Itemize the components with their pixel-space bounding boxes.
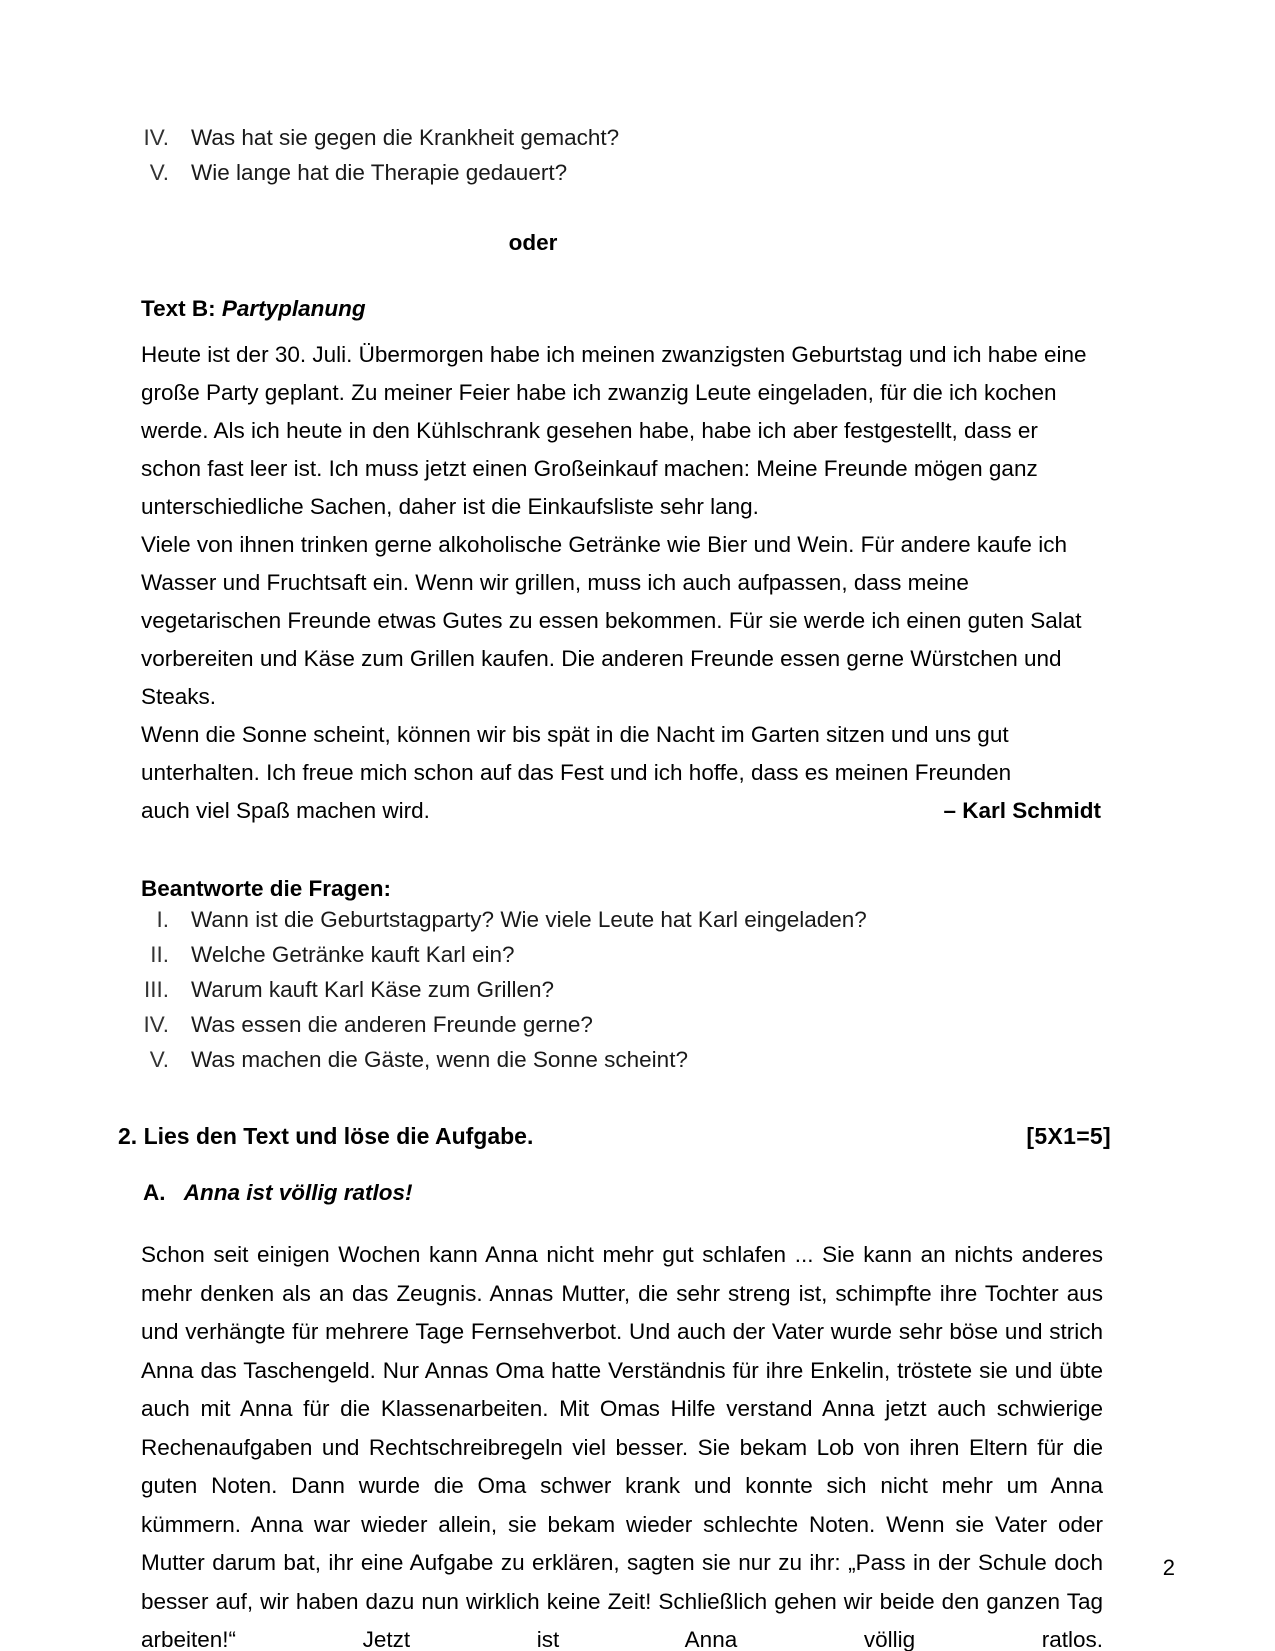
question-text: Warum kauft Karl Käse zum Grillen?: [191, 977, 555, 1002]
question-text: Wie lange hat die Therapie gedauert?: [191, 160, 568, 185]
list-item: [113, 120, 1123, 155]
list-item: [113, 155, 1123, 190]
task-2-heading: [113, 1123, 1123, 1150]
question-text: Was essen die anderen Freunde gerne?: [191, 1012, 593, 1037]
question-text: Was machen die Gäste, wenn die Sonne scheint?: [191, 1047, 688, 1072]
task-2-subheading: [113, 1180, 1123, 1206]
text-b-paragraph-2: Viele von ihnen trinken gerne alkoholische Getränke wie Bier und Wein. Für andere kaufe ich Wasser und Fruchtsaft ein. Wenn wir grillen, muss ich auch aufpassen, dass meine vegetarischen Freunde etwas Gutes zu essen bekommen. Für sie werde ich einen guten Salat vorbereiten und Käse zum Grillen kaufen. Die anderen Freunde essen gerne Würstchen und Steaks.: [141, 532, 1082, 709]
question-text: Was hat sie gegen die Krankheit gemacht?: [191, 125, 620, 150]
sub-title: Anna ist völlig ratlos!: [183, 1180, 413, 1205]
divider-label: oder: [508, 230, 558, 255]
question-text: Welche Getränke kauft Karl ein?: [191, 942, 515, 967]
roman-numeral: V.: [149, 160, 169, 185]
list-item: [113, 1007, 1123, 1042]
roman-numeral: V.: [149, 1047, 169, 1072]
question-text: Wann ist die Geburtstagparty? Wie viele Leute hat Karl eingeladen?: [191, 907, 867, 932]
text-b-heading: [113, 296, 1123, 322]
signature-line: [113, 792, 1101, 830]
sub-letter: A.: [143, 1180, 166, 1205]
question-list: [113, 902, 1123, 1077]
task-2-title: 2. Lies den Text und löse die Aufgabe.: [118, 1123, 534, 1149]
questions-heading: Beantworte die Fragen:: [141, 876, 392, 901]
carryover-question-list: [113, 120, 1123, 190]
roman-numeral: IV.: [143, 125, 169, 150]
list-item: [113, 937, 1123, 972]
text-b-paragraph-3-tail: auch viel Spaß machen wird.: [141, 798, 430, 823]
text-b-paragraph-3: Wenn die Sonne scheint, können wir bis spät in die Nacht im Garten sitzen und uns gut unterhalten. Ich freue mich schon auf das Fest und ich hoffe, dass es meinen Freunden: [141, 722, 1012, 785]
list-item: [113, 1042, 1123, 1077]
roman-numeral: II.: [150, 942, 169, 967]
text-b-paragraph-1: Heute ist der 30. Juli. Übermorgen habe ich meinen zwanzigsten Geburtstag und ich habe eine große Party geplant. Zu meiner Feier habe ich zwanzig Leute eingeladen, für die ich kochen werde. Als ich heute in den Kühlschrank gesehen habe, habe ich aber festgestellt, dass er schon fast leer ist. Ich muss jetzt einen Großeinkauf machen: Meine Freunde mögen ganz unterschiedliche Sachen, daher ist die Einkaufsliste sehr lang.: [141, 342, 1087, 519]
anna-passage: Schon seit einigen Wochen kann Anna nicht mehr gut schlafen ... Sie kann an nichts anderes mehr denken als an das Zeugnis. Annas Mutter, die sehr streng ist, schimpfte ihre Tochter aus und verhängte für mehrere Tage Fernsehverbot. Und auch der Vater wurde sehr böse und strich Anna das Taschengeld. Nur Annas Oma hatte Verständnis für ihre Enkelin, tröstete sie und übte auch mit Anna für die Klassenarbeiten. Mit Omas Hilfe verstand Anna jetzt auch schwierige Rechenaufgaben und Rechtschreibregeln viel besser. Sie bekam Lob von ihren Eltern für die guten Noten. Dann wurde die Oma schwer krank und konnte sich nicht mehr um Anna kümmern. Anna war wieder allein, sie bekam wieder schlechte Noten. Wenn sie Vater oder Mutter darum bat, ihr eine Aufgabe zu erklären, sagten sie nur zu ihr: „Pass in der Schule doch besser auf, wir haben dazu nun wirklich keine Zeit! Schließlich gehen wir beide den ganzen Tag arbeiten!“ Jetzt ist Anna völlig ratlos.: [141, 1242, 1103, 1651]
text-b-label: Text B:: [141, 296, 216, 321]
roman-numeral: I.: [156, 907, 169, 932]
task-2-marks: [5X1=5]: [1026, 1123, 1111, 1149]
text-b-title: Partyplanung: [221, 296, 366, 321]
page-number: 2: [1162, 1555, 1175, 1580]
roman-numeral: III.: [143, 977, 169, 1002]
list-item: [113, 902, 1123, 937]
author-signature: – Karl Schmidt: [943, 798, 1101, 823]
roman-numeral: IV.: [143, 1012, 169, 1037]
page-content: [113, 120, 1123, 1651]
list-item: [113, 972, 1123, 1007]
